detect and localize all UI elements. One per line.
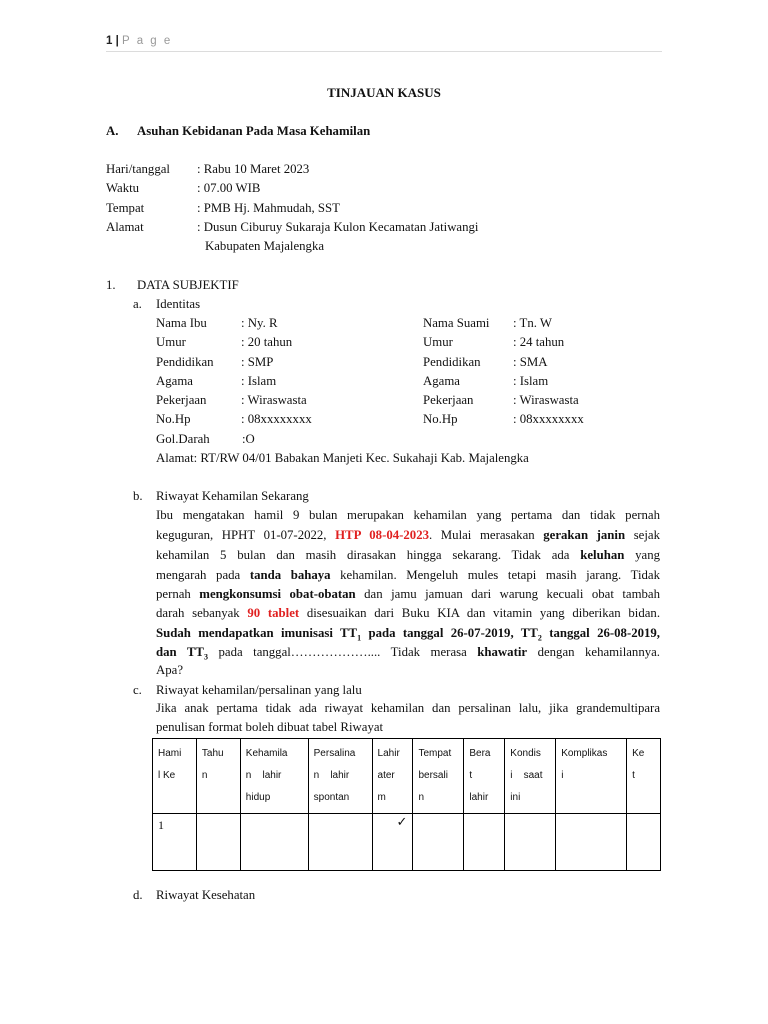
info-value-waktu: : 07.00 WIB xyxy=(197,181,261,195)
identitas-right-value: : 24 tahun xyxy=(513,335,565,349)
data-subjektif-title: DATA SUBJEKTIF xyxy=(137,278,239,292)
table-cell xyxy=(627,814,661,871)
table-cell xyxy=(196,814,240,871)
identitas-left-label: Pendidikan xyxy=(156,355,214,369)
info-label-alamat: Alamat xyxy=(106,220,144,234)
riwayat-sekarang-title: Riwayat Kehamilan Sekarang xyxy=(156,489,309,503)
table-header-cell: Tempat bersali n xyxy=(413,739,464,814)
identitas-left-label: Gol.Darah xyxy=(156,432,210,446)
section-a-letter: A. xyxy=(106,124,119,138)
riwayat-sekarang-line-9: Apa? xyxy=(156,663,183,677)
riwayat-sekarang-line-3: kehamilan 5 bulan dan masih dirasakan hingga sekarang. Tidak ada keluhan yang xyxy=(156,548,660,562)
identitas-left-label: Pekerjaan xyxy=(156,393,207,407)
riwayat-kesehatan-title: Riwayat Kesehatan xyxy=(156,888,256,902)
table-header-cell: Tahu n xyxy=(196,739,240,814)
identitas-title: Identitas xyxy=(156,297,201,311)
table-header-cell: Kehamila n lahir hidup xyxy=(240,739,308,814)
riwayat-kesehatan-letter: d. xyxy=(133,888,143,902)
identitas-left-value: : Islam xyxy=(241,374,277,388)
table-header-cell: Komplikas i xyxy=(556,739,627,814)
riwayat-sekarang-line-5: pernah mengkonsumsi obat-obatan dan jamu jamuan dari warung kecuali obat tambah xyxy=(156,587,661,601)
info-value-hari: : Rabu 10 Maret 2023 xyxy=(197,162,310,176)
identitas-left-value: : Ny. R xyxy=(241,316,278,330)
identitas-letter: a. xyxy=(133,297,142,311)
table-row xyxy=(153,814,661,871)
riwayat-sekarang-line-4: mengarah pada tanda bahaya kehamilan. Mengeluh mules tetapi masih jarang. Tidak xyxy=(156,568,661,582)
table-header-row xyxy=(153,739,661,814)
table-cell xyxy=(464,814,505,871)
identitas-right-value: : Tn. W xyxy=(513,316,552,330)
data-subjektif-number: 1. xyxy=(106,278,116,292)
riwayat-sekarang-line-6: darah sebanyak 90 tablet disesuaikan dari Buku KIA dan vitamin yang diberikan bidan. xyxy=(156,606,661,620)
identitas-right-label: Agama xyxy=(423,374,460,388)
table-header-cell: Bera t lahir xyxy=(464,739,505,814)
table-header-cell: Kondis i saat ini xyxy=(505,739,556,814)
table-header-cell: Hami l Ke xyxy=(153,739,197,814)
riwayat-sekarang-line-2: keguguran, HPHT 01-07-2022, HTP 08-04-2023. Mulai merasakan gerakan janin sejak xyxy=(156,528,660,542)
identitas-right-label: Pekerjaan xyxy=(423,393,474,407)
table-cell xyxy=(372,814,413,871)
riwayat-sekarang-letter: b. xyxy=(133,489,143,503)
identitas-right-value: : Wiraswasta xyxy=(513,393,579,407)
info-value-tempat: : PMB Hj. Mahmudah, SST xyxy=(197,201,340,215)
identitas-left-label: Umur xyxy=(156,335,186,349)
riwayat-sekarang-line-1: Ibu mengatakan hamil 9 bulan merupakan kehamilan yang pertama dan tidak pernah xyxy=(156,508,660,522)
page-label: P a g e xyxy=(122,35,173,47)
info-label-hari: Hari/tanggal xyxy=(106,162,170,176)
riwayat-table xyxy=(152,738,661,871)
riwayat-lalu-line-2: penulisan format boleh dibuat tabel Riwayat xyxy=(156,720,384,734)
info-value-alamat-cont: Kabupaten Majalengka xyxy=(205,239,325,253)
identitas-left-label: Nama Ibu xyxy=(156,316,207,330)
identitas-alamat: Alamat: RT/RW 04/01 Babakan Manjeti Kec. Sukahaji Kab. Majalengka xyxy=(156,451,529,465)
riwayat-lalu-title: Riwayat kehamilan/persalinan yang lalu xyxy=(156,683,362,697)
identitas-right-value: : Islam xyxy=(513,374,549,388)
info-label-tempat: Tempat xyxy=(106,201,145,215)
header-rule xyxy=(106,51,662,52)
page-number: 1 xyxy=(106,35,113,47)
table-cell xyxy=(556,814,627,871)
identitas-left-label: Agama xyxy=(156,374,193,388)
identitas-right-value: : SMA xyxy=(513,355,548,369)
identitas-right-value: : 08xxxxxxxx xyxy=(513,412,584,426)
identitas-left-label: No.Hp xyxy=(156,412,191,426)
identitas-left-value: : SMP xyxy=(241,355,274,369)
identitas-left-value: : Wiraswasta xyxy=(241,393,307,407)
page-header xyxy=(106,35,172,47)
identitas-right-label: Umur xyxy=(423,335,453,349)
riwayat-sekarang-line-8: dan $TT_3$ pada tanggal……………….... Tidak merasa khawatir dengan kehamilannya. xyxy=(156,645,661,662)
info-value-alamat: : Dusun Ciburuy Sukaraja Kulon Kecamatan Jatiwangi xyxy=(197,220,479,234)
page-separator: | xyxy=(115,35,119,47)
table-header-cell: Lahir ater m xyxy=(372,739,413,814)
identitas-right-label: Pendidikan xyxy=(423,355,481,369)
table-header-cell: Persalina n lahir spontan xyxy=(308,739,372,814)
info-label-waktu: Waktu xyxy=(106,181,140,195)
identitas-left-value: :O xyxy=(242,432,255,446)
table-cell xyxy=(505,814,556,871)
document-title: TINJAUAN KASUS xyxy=(327,85,441,100)
table-cell xyxy=(308,814,372,871)
identitas-right-label: No.Hp xyxy=(423,412,458,426)
checkmark-icon: ✓ xyxy=(396,814,408,829)
table-cell: 1 xyxy=(153,814,197,871)
riwayat-lalu-letter: c. xyxy=(133,683,142,697)
identitas-left-value: : 20 tahun xyxy=(241,335,293,349)
table-cell xyxy=(240,814,308,871)
htp-highlight: HTP 08-04-2023 xyxy=(335,528,429,542)
tablet-highlight: 90 tablet xyxy=(247,606,300,620)
identitas-right-label: Nama Suami xyxy=(423,316,490,330)
section-a-title: Asuhan Kebidanan Pada Masa Kehamilan xyxy=(137,124,371,138)
table-header-cell: Ke t xyxy=(627,739,661,814)
riwayat-lalu-line-1: Jika anak pertama tidak ada riwayat kehamilan dan persalinan lalu, jika grandemultipara xyxy=(156,701,660,715)
table-cell xyxy=(413,814,464,871)
identitas-left-value: : 08xxxxxxxx xyxy=(241,412,312,426)
riwayat-sekarang-line-7: Sudah mendapatkan imunisasi $TT_1$ pada tanggal 26-07-2019, $TT_2$ tanggal 26-08-2019, xyxy=(156,626,660,643)
